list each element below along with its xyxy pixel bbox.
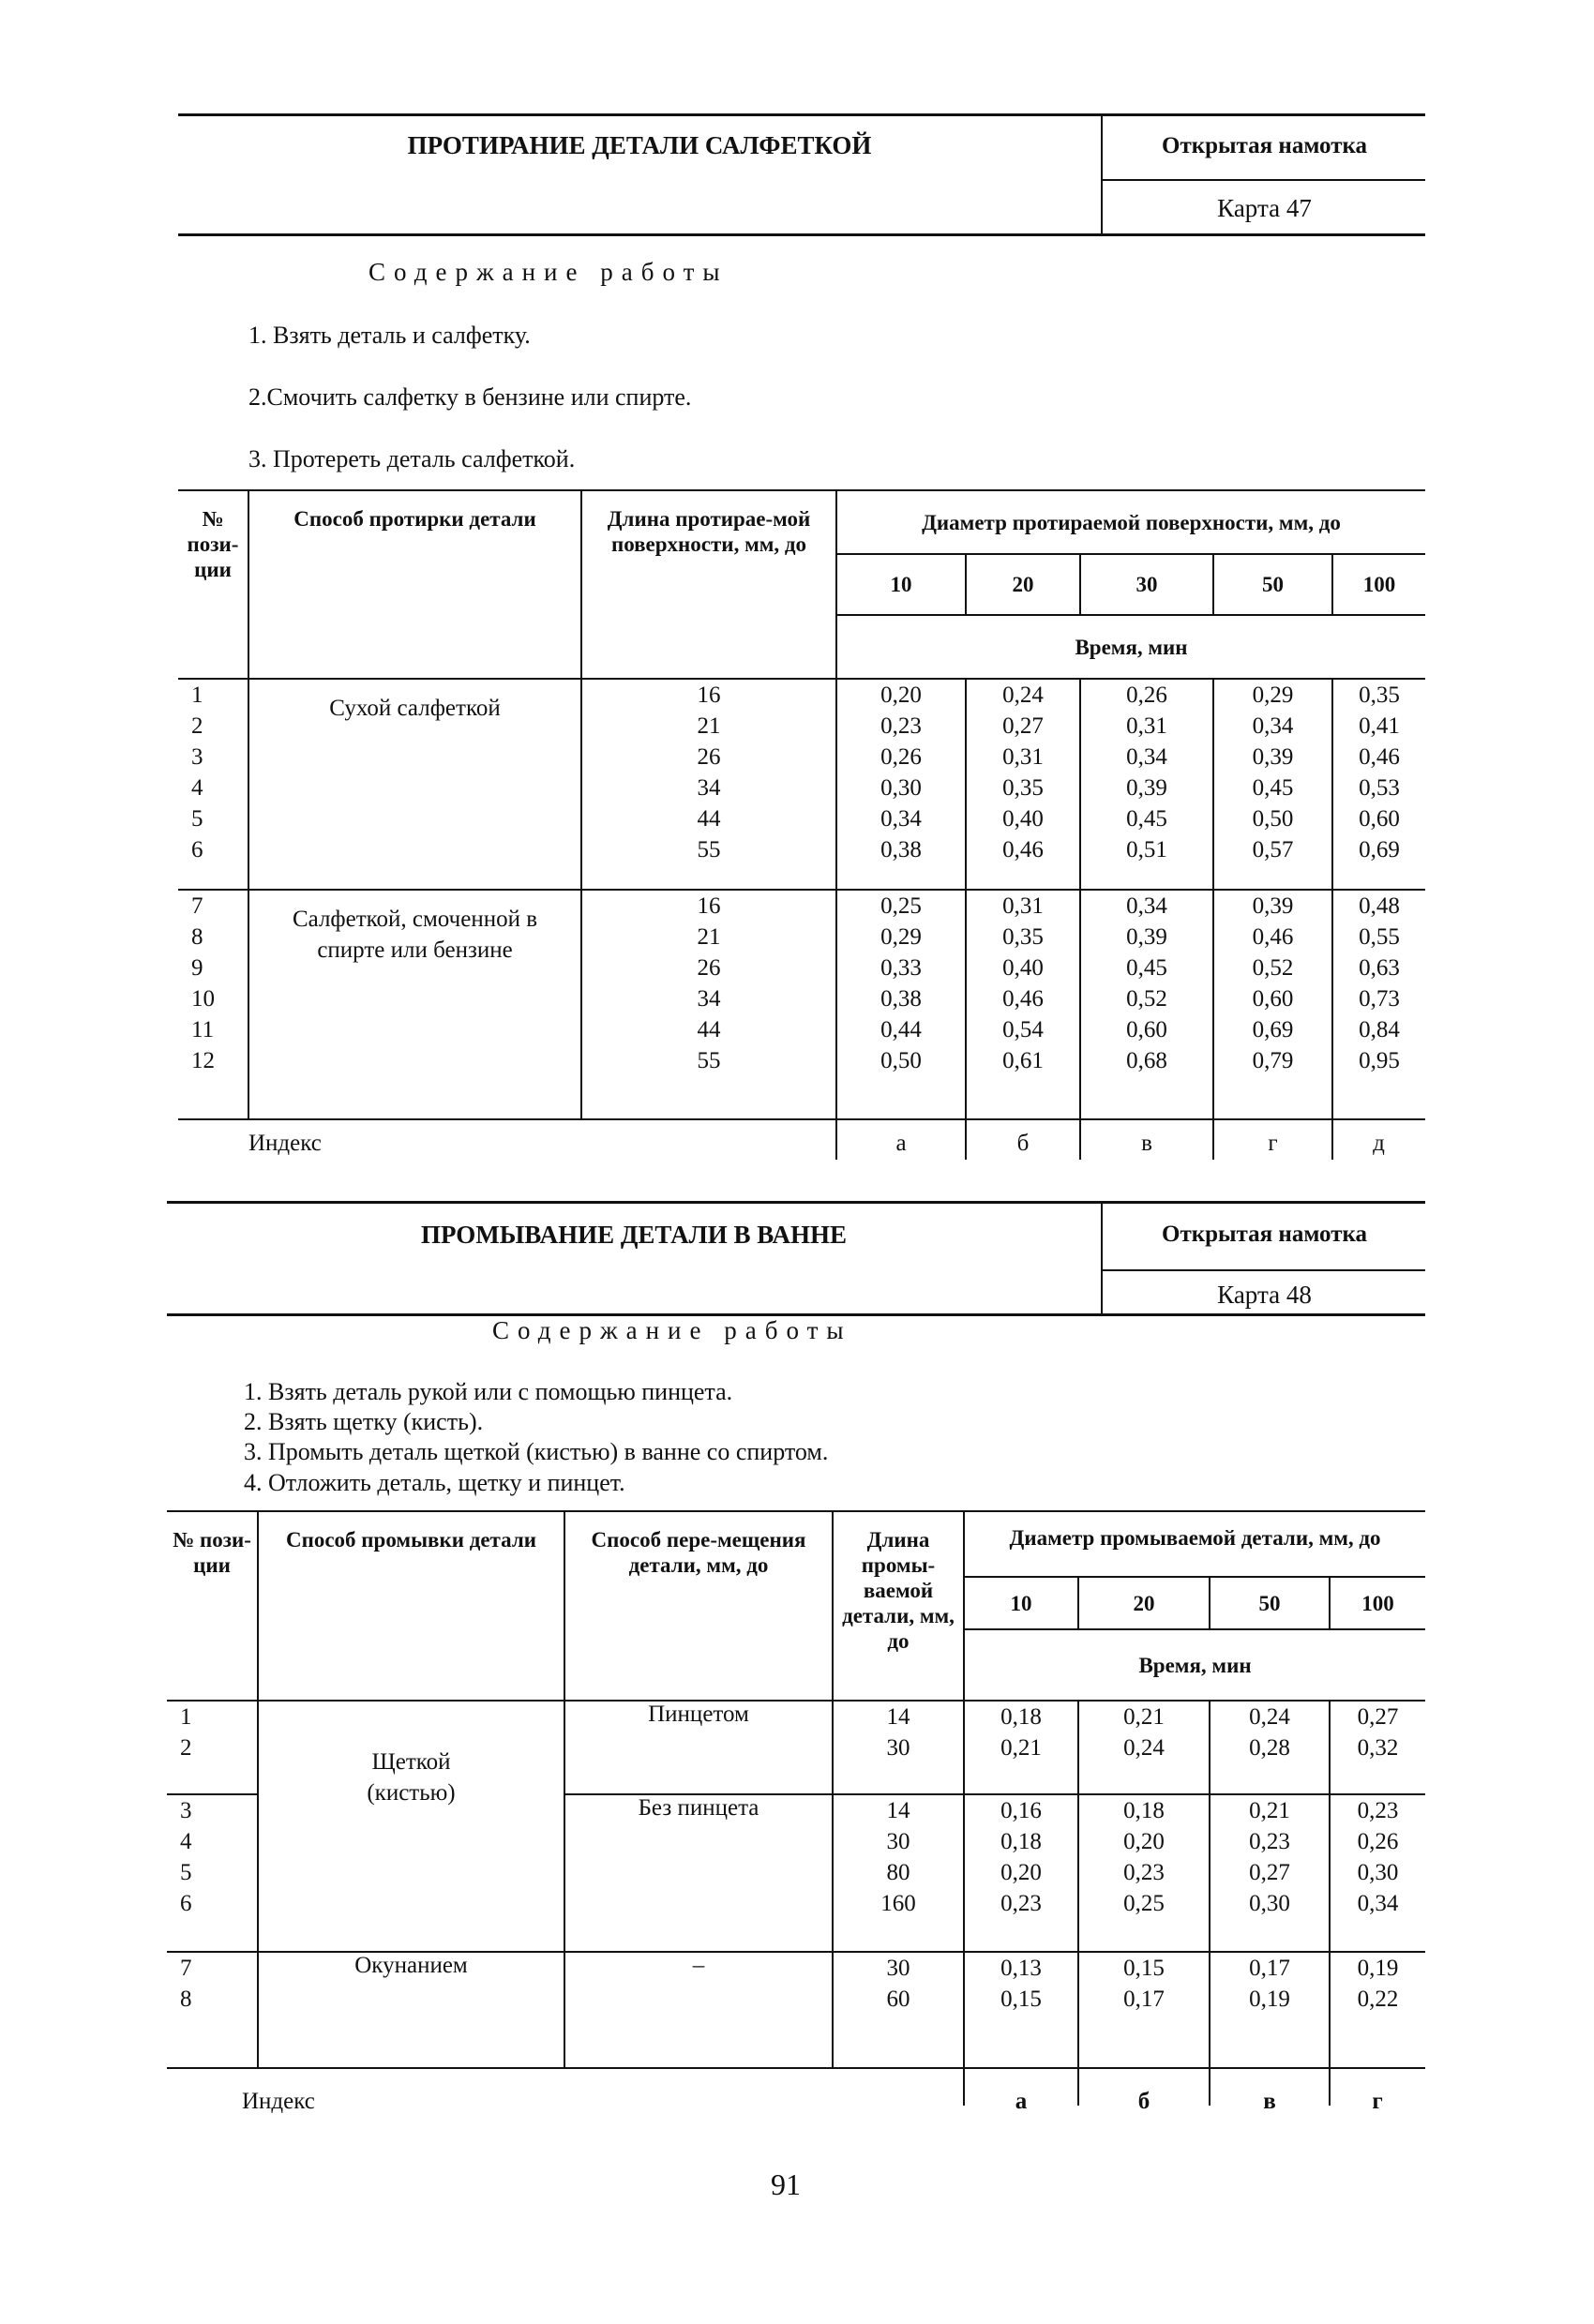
time-value: 0,34 (1126, 744, 1167, 770)
values-column (1213, 890, 1332, 1119)
values-column (966, 679, 1080, 890)
winding-type-48: Открытая намотка (1162, 1222, 1367, 1247)
time-value: 0,39 (1252, 893, 1294, 919)
header-method: Способ протирки детали (248, 490, 581, 679)
time-value: 0,95 (1359, 1048, 1400, 1073)
time-table-47 (178, 489, 1425, 1120)
index-label-48: Индекс (242, 2089, 315, 2114)
diameter-100: 100 (1330, 1577, 1425, 1629)
winding-type: Открытая намотка (1162, 133, 1367, 158)
index-divider (965, 1120, 967, 1160)
time-value: 0,18 (1000, 1704, 1042, 1730)
time-value: 0,27 (1249, 1860, 1290, 1885)
index-letter: в (1263, 2089, 1276, 2114)
cell-length: 30 (886, 1735, 910, 1761)
cell-pos: 2 (191, 713, 203, 739)
values-column (1210, 1701, 1330, 1794)
time-value: 0,28 (1249, 1735, 1290, 1761)
time-value: 0,34 (880, 806, 922, 832)
cell-pos: 10 (191, 986, 215, 1012)
time-value: 0,20 (880, 682, 922, 708)
page-number: 91 (771, 2167, 801, 2201)
time-value: 0,38 (880, 837, 922, 862)
cell-length: 55 (697, 837, 721, 862)
time-value: 0,26 (1357, 1829, 1399, 1854)
time-value: 0,69 (1359, 837, 1400, 862)
position-numbers (167, 1952, 258, 2068)
rule-top-48 (167, 1201, 1425, 1204)
content-heading: Содержание работы (368, 258, 729, 286)
content-heading-48: Содержание работы (492, 1316, 852, 1344)
diameter-10: 10 (964, 1577, 1078, 1629)
time-value: 0,31 (1002, 744, 1044, 770)
header-length-48: Длина промы-ваемой детали, мм, до (833, 1511, 964, 1701)
time-value: 0,40 (1002, 806, 1044, 832)
step-4-48: 4. Отложить деталь, щетку и пинцет. (244, 1469, 625, 1496)
method-cell: Сухой салфеткой (248, 679, 581, 890)
index-letter: а (895, 1131, 907, 1156)
values-column (1078, 1952, 1210, 2068)
cell-pos: 12 (191, 1048, 215, 1073)
time-value: 0,39 (1126, 775, 1167, 801)
values-column (964, 1794, 1078, 1952)
index-letter: г (1372, 2089, 1383, 2114)
time-value: 0,17 (1123, 1987, 1165, 2012)
header-length: Длина протирае-мой поверхности, мм, до (581, 490, 836, 679)
time-value: 0,46 (1252, 924, 1294, 950)
time-value: 0,41 (1359, 713, 1400, 739)
time-value: 0,21 (1000, 1735, 1042, 1761)
cell-length: 60 (886, 1987, 910, 2012)
index-divider (1212, 1120, 1214, 1160)
time-value: 0,15 (1123, 1956, 1165, 1981)
cell-pos: 3 (180, 1798, 192, 1823)
cell-length: 26 (697, 744, 721, 770)
header-diameter-48: Диаметр промываемой детали, мм, до (964, 1511, 1425, 1577)
move-cell: – (564, 1952, 833, 2068)
index-letter: г (1268, 1131, 1278, 1156)
index-divider (1079, 1120, 1081, 1160)
time-value: 0,60 (1359, 806, 1400, 832)
row-group (178, 679, 1425, 890)
values-column (1078, 1794, 1210, 1952)
cell-length: 14 (886, 1798, 910, 1823)
time-value: 0,46 (1359, 744, 1400, 770)
time-value: 0,25 (880, 893, 922, 919)
length-cell (833, 1701, 964, 1794)
time-value: 0,60 (1252, 986, 1294, 1012)
rule-mid-47 (1101, 179, 1425, 181)
time-value: 0,21 (1249, 1798, 1290, 1823)
values-column (836, 679, 966, 890)
time-value: 0,26 (880, 744, 922, 770)
time-value: 0,45 (1126, 955, 1167, 981)
cell-length: 34 (697, 775, 721, 801)
time-value: 0,30 (880, 775, 922, 801)
time-value: 0,24 (1123, 1735, 1165, 1761)
time-value: 0,33 (880, 955, 922, 981)
step-3: 3. Протереть деталь салфеткой. (248, 445, 576, 472)
values-column (966, 890, 1080, 1119)
cell-pos: 4 (180, 1829, 192, 1854)
index-letter: б (1016, 1131, 1030, 1156)
row-group (178, 890, 1425, 1119)
values-column (836, 890, 966, 1119)
values-column (1080, 890, 1213, 1119)
values-column (964, 1701, 1078, 1794)
time-value: 0,55 (1359, 924, 1400, 950)
time-value: 0,29 (1252, 682, 1294, 708)
length-cell (833, 1952, 964, 2068)
time-value: 0,38 (880, 986, 922, 1012)
index-letter: а (1015, 2089, 1028, 2114)
values-column (964, 1952, 1078, 2068)
time-value: 0,27 (1357, 1704, 1399, 1730)
time-value: 0,40 (1002, 955, 1044, 981)
length-cell (581, 679, 836, 890)
index-letter: в (1141, 1131, 1152, 1156)
card-number-48: Карта 48 (1217, 1281, 1312, 1309)
values-column (1330, 1794, 1425, 1952)
time-value: 0,39 (1126, 924, 1167, 950)
cell-length: 21 (697, 713, 721, 739)
header-pos-48: № пози-ции (167, 1511, 258, 1701)
cell-pos: 9 (191, 955, 203, 981)
time-value: 0,84 (1359, 1017, 1400, 1042)
cell-pos: 11 (191, 1017, 215, 1042)
cell-length: 26 (697, 955, 721, 981)
time-value: 0,24 (1002, 682, 1044, 708)
time-value: 0,16 (1000, 1798, 1042, 1823)
time-value: 0,23 (1357, 1798, 1399, 1823)
row-group (167, 1952, 1425, 2068)
time-value: 0,30 (1357, 1860, 1399, 1885)
cell-length: 44 (697, 1017, 721, 1042)
time-value: 0,13 (1000, 1956, 1042, 1981)
time-table-48 (167, 1510, 1425, 2069)
time-value: 0,79 (1252, 1048, 1294, 1073)
index-divider (1331, 1120, 1333, 1160)
time-value: 0,34 (1252, 713, 1294, 739)
time-value: 0,52 (1126, 986, 1167, 1012)
time-value: 0,23 (1123, 1860, 1165, 1885)
index-divider (1209, 2068, 1211, 2106)
time-value: 0,24 (1249, 1704, 1290, 1730)
time-value: 0,18 (1123, 1798, 1165, 1823)
time-value: 0,23 (880, 713, 922, 739)
diameter-10: 10 (836, 554, 966, 615)
card-title: ПРОТИРАНИЕ ДЕТАЛИ САЛФЕТКОЙ (407, 131, 872, 159)
index-divider (835, 1120, 837, 1160)
time-value: 0,46 (1002, 986, 1044, 1012)
cell-pos: 7 (191, 893, 203, 919)
time-value: 0,54 (1002, 1017, 1044, 1042)
time-value: 0,29 (880, 924, 922, 950)
diameter-50: 50 (1213, 554, 1332, 615)
cell-pos: 2 (180, 1735, 192, 1761)
cell-pos: 8 (191, 924, 203, 950)
row-group (167, 1701, 1425, 1794)
values-column (1332, 679, 1425, 890)
index-letter: д (1373, 1131, 1385, 1156)
time-value: 0,32 (1357, 1735, 1399, 1761)
time-value: 0,60 (1126, 1017, 1167, 1042)
index-divider (1077, 2068, 1079, 2106)
time-value: 0,20 (1000, 1860, 1042, 1885)
time-value: 0,26 (1126, 682, 1167, 708)
time-value: 0,57 (1252, 837, 1294, 862)
time-value: 0,23 (1249, 1829, 1290, 1854)
method-cell: Окунанием (258, 1952, 564, 2068)
step-1-48: 1. Взять деталь рукой или с помощью пинцета. (244, 1378, 733, 1405)
card-number: Карта 47 (1217, 194, 1312, 222)
cell-pos: 5 (191, 806, 203, 832)
move-cell: Пинцетом (564, 1701, 833, 1794)
index-divider (1329, 2068, 1331, 2106)
position-numbers (167, 1794, 258, 1952)
position-numbers (167, 1701, 258, 1794)
time-value: 0,30 (1249, 1891, 1290, 1916)
position-numbers (178, 890, 248, 1119)
time-value: 0,31 (1002, 893, 1044, 919)
time-value: 0,39 (1252, 744, 1294, 770)
time-value: 0,35 (1359, 682, 1400, 708)
index-divider (963, 2068, 965, 2106)
card-title-48: ПРОМЫВАНИЕ ДЕТАЛИ В ВАННЕ (420, 1221, 848, 1249)
time-value: 0,23 (1000, 1891, 1042, 1916)
time-value: 0,21 (1123, 1704, 1165, 1730)
rule-bottom-47 (178, 233, 1425, 236)
diameter-20: 20 (1078, 1577, 1210, 1629)
values-column (1078, 1701, 1210, 1794)
index-label: Индекс (248, 1131, 322, 1156)
values-column (1210, 1794, 1330, 1952)
time-value: 0,50 (1252, 806, 1294, 832)
time-value: 0,44 (880, 1017, 922, 1042)
time-value: 0,73 (1359, 986, 1400, 1012)
header-time-48: Время, мин (964, 1629, 1425, 1701)
step-3-48: 3. Промыть деталь щеткой (кистью) в ванне со спиртом. (244, 1438, 829, 1465)
time-value: 0,50 (880, 1048, 922, 1073)
step-2: 2.Смочить салфетку в бензине или спирте. (248, 383, 692, 411)
time-value: 0,25 (1123, 1891, 1165, 1916)
time-value: 0,45 (1252, 775, 1294, 801)
cell-pos: 3 (191, 744, 203, 770)
values-column (1332, 890, 1425, 1119)
cell-pos: 6 (180, 1891, 192, 1916)
cell-pos: 7 (180, 1956, 192, 1981)
time-value: 0,19 (1357, 1956, 1399, 1981)
diameter-50: 50 (1210, 1577, 1330, 1629)
cell-length: 80 (886, 1860, 910, 1885)
time-value: 0,15 (1000, 1987, 1042, 2012)
method-cell: Салфеткой, смоченной в спирте или бензине (248, 890, 581, 1119)
time-value: 0,34 (1126, 893, 1167, 919)
time-value: 0,19 (1249, 1987, 1290, 2012)
diameter-30: 30 (1080, 554, 1213, 615)
time-value: 0,63 (1359, 955, 1400, 981)
header-diameter: Диаметр протираемой поверхности, мм, до (836, 490, 1425, 554)
time-value: 0,69 (1252, 1017, 1294, 1042)
time-value: 0,68 (1126, 1048, 1167, 1073)
time-value: 0,34 (1357, 1891, 1399, 1916)
cell-length: 16 (697, 682, 721, 708)
time-value: 0,51 (1126, 837, 1167, 862)
diameter-100: 100 (1332, 554, 1425, 615)
diameter-20: 20 (966, 554, 1080, 615)
index-letter: б (1137, 2089, 1150, 2114)
cell-pos: 1 (180, 1704, 192, 1730)
cell-length: 21 (697, 924, 721, 950)
header-time: Время, мин (836, 615, 1425, 679)
cell-length: 30 (886, 1956, 910, 1981)
cell-pos: 4 (191, 775, 203, 801)
values-column (1330, 1701, 1425, 1794)
values-column (1330, 1952, 1425, 2068)
step-1: 1. Взять деталь и салфетку. (248, 322, 531, 349)
cell-pos: 8 (180, 1987, 192, 2012)
time-value: 0,31 (1126, 713, 1167, 739)
time-value: 0,17 (1249, 1956, 1290, 1981)
rule-top-47 (178, 113, 1425, 116)
cell-length: 16 (697, 893, 721, 919)
time-value: 0,46 (1002, 837, 1044, 862)
cell-pos: 1 (191, 682, 203, 708)
move-cell: Без пинцета (564, 1794, 833, 1952)
cell-length: 160 (880, 1891, 916, 1916)
time-value: 0,18 (1000, 1829, 1042, 1854)
length-cell (581, 890, 836, 1119)
header-pos: № пози-ции (178, 490, 248, 679)
time-value: 0,48 (1359, 893, 1400, 919)
cell-length: 34 (697, 986, 721, 1012)
values-column (1213, 679, 1332, 890)
time-value: 0,35 (1002, 924, 1044, 950)
method-cell: Щеткой (кистью) (258, 1701, 564, 1952)
position-numbers (178, 679, 248, 890)
time-value: 0,45 (1126, 806, 1167, 832)
header-move-48: Способ пере-мещения детали, мм, до (564, 1511, 833, 1701)
time-value: 0,53 (1359, 775, 1400, 801)
time-value: 0,61 (1002, 1048, 1044, 1073)
time-value: 0,35 (1002, 775, 1044, 801)
header-method-48: Способ промывки детали (258, 1511, 564, 1701)
values-column (1080, 679, 1213, 890)
cell-length: 44 (697, 806, 721, 832)
time-value: 0,52 (1252, 955, 1294, 981)
length-cell (833, 1794, 964, 1952)
cell-length: 30 (886, 1829, 910, 1854)
time-value: 0,20 (1123, 1829, 1165, 1854)
rule-mid-48 (1101, 1269, 1425, 1271)
cell-length: 14 (886, 1704, 910, 1730)
cell-length: 55 (697, 1048, 721, 1073)
time-value: 0,27 (1002, 713, 1044, 739)
cell-pos: 5 (180, 1860, 192, 1885)
values-column (1210, 1952, 1330, 2068)
time-value: 0,22 (1357, 1987, 1399, 2012)
cell-pos: 6 (191, 837, 203, 862)
step-2-48: 2. Взять щетку (кисть). (244, 1408, 484, 1435)
